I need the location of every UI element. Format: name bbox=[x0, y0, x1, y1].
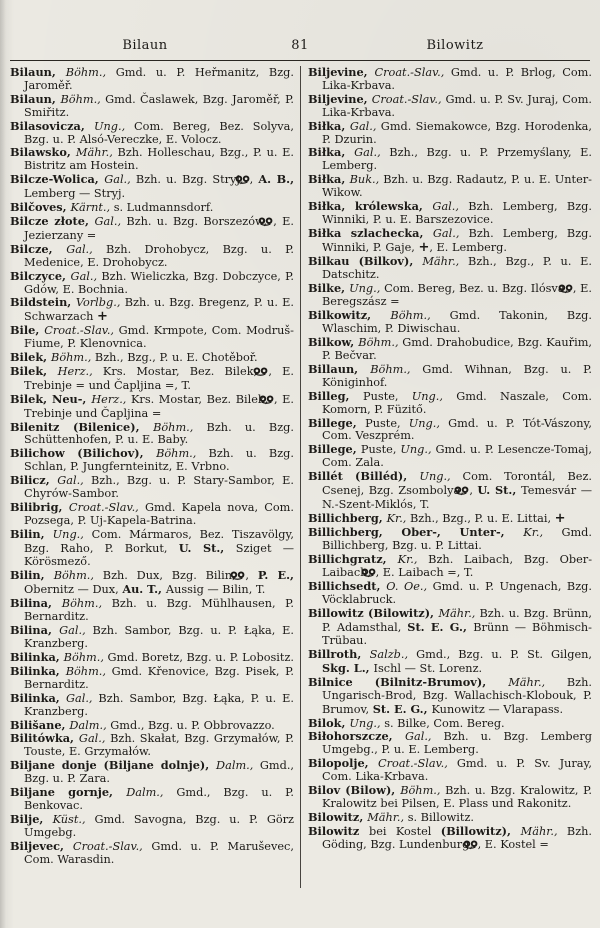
entry-region: Gal., bbox=[65, 691, 99, 705]
entry-text: Gmd. Savogna, Bzg. u. P. Görz Umgebg. bbox=[24, 812, 295, 839]
entry-text: Bzh., Bzg. u. P. Przemyślany, E. Lemberg. bbox=[322, 146, 592, 173]
entry-region: Gal., bbox=[104, 173, 136, 187]
entry-region: Croat.-Slav., bbox=[68, 501, 145, 514]
entry-text: Gmd. u. P. Maruševec, Com. Warasdin. bbox=[24, 839, 294, 866]
entry-headword: Bildstein, bbox=[10, 295, 76, 310]
entry-headword: Bilopolje, bbox=[308, 756, 378, 771]
entry-text: Bzh. u. Bzg. Stryj, bbox=[135, 173, 249, 187]
entry-headword: Bilinka, bbox=[10, 690, 66, 705]
entry-text: Gmd. u. P. Ungenach, Bzg. Vöcklabruck. bbox=[322, 580, 592, 607]
column-left bbox=[10, 66, 294, 866]
entry-text: Bzh. Sambor, Bzg. u. P. Łąka, E. Kranzberg. bbox=[24, 624, 295, 651]
entry-text: Bzh. u. Bzg. Brünn, P. Adamsthal, bbox=[322, 607, 592, 635]
entry-headword: Bilina, bbox=[10, 623, 60, 638]
gazetteer-entry bbox=[308, 227, 592, 255]
entry-headword: Bilawsko, bbox=[10, 145, 76, 160]
running-head-right: Bilowitz bbox=[426, 38, 484, 53]
entry-headword: Biłka szlachecka, bbox=[308, 225, 433, 240]
entry-text: Bzh. Dux, Bzg. Bilin, bbox=[102, 568, 245, 582]
cross-icon: + bbox=[418, 239, 430, 255]
entry-headword: Bilenitz (Bilenice), bbox=[10, 419, 154, 434]
entry-text: , E. Jezierzany = bbox=[24, 214, 294, 242]
entry-text: Bzh. Laibach, Bzg. Ober-Laibach, bbox=[322, 552, 593, 579]
entry-headword: Billeg, bbox=[308, 388, 364, 403]
entry-region: Böhm., bbox=[390, 309, 450, 323]
gazetteer-entry bbox=[308, 390, 592, 417]
entry-headword: Biljane gornje, bbox=[10, 785, 127, 800]
gazetteer-entry bbox=[10, 243, 294, 270]
gazetteer-entry bbox=[308, 730, 592, 757]
gazetteer-entry bbox=[10, 474, 294, 501]
entry-text: Gmd. Krmpote, Com. Modruš-Fiume, P. Klenovnica. bbox=[24, 324, 294, 351]
entry-text: Gmd. Takonin, Bzg. Wlaschim, P. Diwischau. bbox=[322, 309, 592, 336]
entry-region: Ung., bbox=[52, 527, 92, 541]
entry-text: Bzh. Drohobycz, Bzg. u. P. Medenice, E. Drohobycz. bbox=[24, 242, 294, 269]
gazetteer-entry bbox=[10, 597, 294, 624]
cross-icon: + bbox=[554, 510, 566, 526]
entry-region: Böhm., bbox=[60, 92, 106, 106]
entry-headword: Billichberg, Ober-, Unter-, bbox=[308, 524, 524, 539]
entry-text: Bzh., Bzg., P. u. E. Datschitz. bbox=[322, 254, 592, 281]
gazetteer-entry bbox=[10, 365, 294, 393]
entry-text: Gmd., Bzg. u. P. Zara. bbox=[24, 759, 295, 786]
gazetteer-entry bbox=[308, 553, 592, 581]
entry-region: Böhm., bbox=[153, 420, 207, 434]
entry-text: Gmd. Kapela nova, Com. Pozsega, P. Uj-Kapela-Batrina. bbox=[24, 501, 294, 527]
gazetteer-entry bbox=[10, 813, 294, 840]
entry-text: Bzh. u. Bzg. Schlan, P. Jungfernteinitz, E. Vrbno. bbox=[24, 447, 294, 474]
gazetteer-entry bbox=[10, 651, 294, 665]
entry-region: Böhm., bbox=[65, 66, 116, 79]
entry-region: Gal., bbox=[354, 146, 390, 160]
gazetteer-entry bbox=[10, 501, 294, 528]
entry-text: Gmd. Siemakowce, Bzg. Horodenka, P. Dzurin. bbox=[322, 119, 592, 146]
gazetteer-entry bbox=[10, 421, 294, 448]
entry-headword: Bilowitz, bbox=[308, 809, 368, 824]
gazetteer-entry bbox=[308, 66, 592, 93]
entry-text: Bzh. u. Bzg. Bregenz, P. u. E. Schwarzach bbox=[24, 296, 295, 324]
entry-headword: Bilkau (Bilkov), bbox=[308, 253, 423, 268]
entry-region: Ung., bbox=[400, 443, 436, 457]
gazetteer-entry bbox=[10, 786, 294, 813]
gazetteer-entry bbox=[10, 528, 294, 569]
gazetteer-entry bbox=[308, 200, 592, 227]
entry-text: Bzh. Ungarisch-Brod, Bzg. Wallachisch-Klobouk, P. Brumov, bbox=[322, 675, 592, 716]
entry-region: Ung., bbox=[411, 389, 457, 403]
gazetteer-entry bbox=[308, 512, 592, 526]
entry-region: Mähr., bbox=[438, 607, 480, 621]
entry-region: Böhm., bbox=[51, 351, 95, 365]
gazetteer-entry bbox=[308, 526, 592, 553]
entry-headword: Bilczyce, bbox=[10, 268, 71, 283]
entry-headword: Bilin, bbox=[10, 526, 53, 541]
entry-region: Mähr., bbox=[508, 675, 567, 689]
entry-text: Gmd. u. P. Heřmanitz, Bzg. Jaroměř. bbox=[24, 66, 294, 92]
gazetteer-entry bbox=[10, 120, 294, 147]
gazetteer-entry bbox=[308, 282, 592, 310]
entry-headword: Bilitówka, bbox=[10, 731, 79, 746]
entry-headword: Bilinka, bbox=[10, 649, 64, 664]
gazetteer-entry bbox=[10, 146, 294, 173]
entry-text: Com. Bereg, Bez. u. Bzg. Ilósva, bbox=[384, 281, 572, 295]
gazetteer-entry bbox=[308, 146, 592, 173]
entry-headword: Skg. L., bbox=[322, 660, 374, 675]
entry-headword: St. E. G., bbox=[372, 701, 432, 716]
entry-headword: Biljevine, bbox=[308, 65, 375, 79]
entry-headword: Biljane donje (Biljane dolnje), bbox=[10, 758, 217, 773]
entry-text: Sziget — Körösmező. bbox=[24, 541, 295, 568]
entry-headword: Bilichow (Bilichov), bbox=[10, 446, 157, 461]
entry-region: Gal., bbox=[70, 269, 102, 283]
entry-region: Gal., bbox=[349, 119, 381, 133]
gazetteer-entry bbox=[10, 393, 294, 421]
gazetteer-entry bbox=[10, 447, 294, 474]
gazetteer-entry bbox=[10, 201, 294, 215]
entry-region: Böhm., bbox=[400, 784, 446, 798]
column-divider bbox=[300, 66, 301, 888]
entry-text: Bzh. Sambor, Bzg. Łąka, P. u. E. Kranzberg. bbox=[24, 691, 294, 718]
entry-text: Lemberg — Stryj. bbox=[24, 187, 126, 201]
entry-text: s. Ludmannsdorf. bbox=[113, 201, 214, 215]
entry-text: Bzh. Holleschau, Bzg., P. u. E. Bistritz am Hostein. bbox=[24, 146, 294, 173]
entry-text: Gmd. Boretz, Bzg. u. P. Lobositz. bbox=[107, 650, 294, 664]
entry-text: Bzh. u. Bzg. Mühlhausen, P. Bernarditz. bbox=[24, 597, 294, 624]
entry-region: Mähr., bbox=[422, 254, 469, 268]
entry-region: Vorlbg., bbox=[75, 296, 125, 310]
entry-text: Bzh., Bzg., P. u. E. Chotěboř. bbox=[94, 351, 258, 365]
entry-region: Gal., bbox=[432, 200, 469, 214]
cross-icon: + bbox=[97, 309, 108, 325]
entry-text: Bzh. u. Bzg. Kralowitz, P. Kralowitz bei Pilsen, E. Plass und Rakonitz. bbox=[322, 784, 592, 810]
entry-text: Gmd. Křenovice, Bzg. Pisek, P. Bernarditz. bbox=[24, 664, 294, 691]
gazetteer-entry bbox=[308, 676, 592, 717]
gazetteer-entry bbox=[308, 717, 592, 731]
gazetteer-entry bbox=[308, 784, 592, 811]
entry-headword: Bilasovicza, bbox=[10, 118, 94, 133]
entry-headword: Au. T., bbox=[122, 582, 166, 597]
entry-text: Gmd. u. P. Brlog, Com. Lika-Krbava. bbox=[322, 66, 592, 92]
gazetteer-entry bbox=[308, 173, 592, 200]
entry-headword: Bilaun, bbox=[10, 91, 61, 106]
header-rule bbox=[10, 60, 590, 61]
entry-region: Ung., bbox=[93, 119, 135, 133]
entry-region: Kärnt., bbox=[70, 201, 114, 215]
entry-text: s. Bilke, Com. Bereg. bbox=[384, 716, 505, 730]
entry-region: O. Oe., bbox=[386, 580, 433, 594]
entry-headword: Bilowitz bbox=[308, 823, 369, 838]
gazetteer-entry bbox=[308, 825, 592, 853]
gazetteer-entry bbox=[308, 93, 592, 120]
entry-text: Bzh. Lemberg, Bzg. Winniki, P. Gaje, bbox=[322, 226, 593, 254]
entry-text: Temesvár — N.-Szent-Miklós, T. bbox=[322, 484, 592, 511]
gazetteer-entry bbox=[10, 296, 294, 324]
entry-region: Herz., bbox=[91, 392, 131, 406]
gazetteer-entry bbox=[308, 255, 592, 282]
entry-headword: Bilcze-Wolica, bbox=[10, 172, 105, 187]
entry-text: , E. Kostel = bbox=[477, 837, 549, 851]
running-head-left: Bilaun bbox=[122, 38, 168, 53]
entry-headword: Bilek, Neu-, bbox=[10, 391, 92, 406]
gazetteer-entry bbox=[10, 840, 294, 867]
entry-region: Croat.-Slav., bbox=[377, 757, 457, 771]
entry-text: Bzh. Wieliczka, Bzg. Dobczyce, P. Gdów, E. Bochnia. bbox=[24, 269, 294, 296]
entry-headword: Billichberg, bbox=[308, 510, 387, 525]
entry-text: Gmd. u. P. Lesencze-Tomaj, Com. Zala. bbox=[322, 443, 592, 470]
gazetteer-entry bbox=[308, 607, 592, 648]
entry-text: Gmd., Bzg. u. P. St. Gilgen, bbox=[416, 647, 593, 661]
gazetteer-entry bbox=[10, 215, 294, 243]
entry-text: Gmd. Časlawek, Bzg. Jaroměř, P. Smiřitz. bbox=[24, 92, 294, 119]
entry-text: Gmd., Bzg. u. P. Benkovac. bbox=[24, 786, 294, 812]
entry-headword: Biłka, bbox=[308, 145, 355, 160]
entry-text: Krs. Mostar, Bez. Bilek, bbox=[130, 392, 273, 406]
entry-headword: Bilke, bbox=[308, 280, 350, 295]
entry-region: Gal., bbox=[432, 226, 469, 240]
entry-text: Bzh. Lemberg, Bzg. Winniki, P. u. E. Barszezovice. bbox=[322, 200, 592, 226]
entry-region: Böhm., bbox=[53, 568, 103, 582]
entry-text: Puste, bbox=[365, 416, 409, 430]
entry-headword: Bilek, bbox=[10, 363, 58, 378]
entry-headword: Bilinka, bbox=[10, 663, 66, 678]
entry-region: Gal., bbox=[57, 474, 91, 488]
entry-headword: Biljevine, bbox=[308, 91, 372, 106]
entry-headword: Bilkow, bbox=[308, 335, 359, 350]
entry-text: s. Billowitz. bbox=[407, 810, 474, 824]
entry-text: Bzh. u. Bzg. Lemberg Umgebg., P. u. E. Lemberg. bbox=[322, 730, 592, 757]
entry-text: , bbox=[245, 568, 258, 582]
gazetteer-entry bbox=[10, 692, 294, 719]
entry-text: Aussig — Bilin, T. bbox=[165, 583, 266, 597]
entry-region: Salzb., bbox=[369, 647, 417, 661]
entry-headword: Bilišane, bbox=[10, 717, 70, 732]
entry-text: Bzh. Göding, Bzg. Lundenburg, bbox=[322, 824, 593, 851]
entry-headword: Billichsedt, bbox=[308, 579, 387, 594]
entry-headword: Bilek, bbox=[10, 350, 52, 365]
entry-text: Com. Bereg, Bez. Solyva, Bzg. u. P. Alsó-Vereczke, E. Volocz. bbox=[24, 119, 294, 146]
entry-headword: Bilok, bbox=[308, 715, 350, 730]
entry-text: , E. Laibach =, T. bbox=[375, 565, 474, 579]
entry-headword: Biljevec, bbox=[10, 838, 73, 853]
entry-headword: Billichgratz, bbox=[308, 551, 398, 566]
entry-region: Ung., bbox=[349, 716, 385, 730]
entry-text: Brünn — Böhmisch-Trübau. bbox=[322, 621, 592, 648]
entry-headword: Bilnice (Bilnitz-Brumov), bbox=[308, 674, 509, 689]
entry-region: Ung., bbox=[408, 416, 449, 430]
entry-headword: Bilčoves, bbox=[10, 200, 71, 215]
entry-text: Gmd. u. P. Tót-Vászony, Com. Veszprém. bbox=[322, 416, 592, 443]
entry-text: Ischl — St. Lorenz. bbox=[373, 661, 483, 675]
entry-text: Bzh., Bzg. u. P. Stary-Sambor, E. Chyrów-Sambor. bbox=[24, 474, 294, 501]
entry-headword: Billaun, bbox=[308, 361, 371, 376]
entry-headword: Bilcze, bbox=[10, 241, 67, 256]
gazetteer-entry bbox=[10, 173, 294, 201]
entry-text: Bzh., Bzg., P. u. E. Littai, bbox=[409, 511, 555, 525]
entry-headword: Bilkowitz, bbox=[308, 308, 391, 323]
entry-region: Böhm., bbox=[65, 664, 112, 678]
entry-headword: Biłka, bbox=[308, 118, 350, 133]
entry-headword: Bilov (Bilow), bbox=[308, 783, 401, 798]
gazetteer-entry bbox=[308, 336, 592, 363]
entry-region: Dalm., bbox=[126, 786, 177, 800]
entry-text: Gmd. u. P. Sv. Juraj, Com. Lika-Krbava. bbox=[322, 92, 593, 119]
entry-region: Dalm., bbox=[69, 718, 111, 732]
gazetteer-entry bbox=[10, 719, 294, 733]
entry-text: , E. Beregszász = bbox=[322, 281, 593, 309]
entry-region: Kr., bbox=[386, 511, 410, 525]
entry-text: Com. Torontál, Bez. Csenej, Bzg. Zsombolya, bbox=[322, 470, 592, 498]
gazetteer-entry bbox=[10, 759, 294, 786]
entry-headword: Biłohorszcze, bbox=[308, 729, 405, 744]
entry-text: , E. Trebinje = und Čapljina =, T. bbox=[24, 364, 294, 392]
entry-region: Croat.-Slav., bbox=[371, 92, 446, 106]
entry-text: , bbox=[249, 173, 259, 187]
entry-region: Kr., bbox=[523, 525, 562, 539]
entry-headword: Bilcze złote, bbox=[10, 213, 95, 228]
entry-headword: St. E. G., bbox=[407, 620, 474, 635]
entry-text: Gmd. Drahobudice, Bzg. Kauřim, P. Bečvar. bbox=[322, 336, 592, 363]
entry-headword: Bilibrig, bbox=[10, 500, 69, 514]
gazetteer-entry bbox=[308, 648, 592, 676]
entry-text: Bzh. Skałat, Bzg. Grzymałów, P. Touste, E. Grzymałów. bbox=[24, 732, 294, 759]
entry-region: Dalm., bbox=[216, 759, 260, 773]
entry-region: Mähr., bbox=[75, 146, 118, 160]
entry-region: Gal., bbox=[94, 214, 127, 228]
entry-headword: Biłka, królewska, bbox=[308, 199, 433, 214]
gazetteer-entry bbox=[308, 120, 592, 147]
entry-region: Ung., bbox=[349, 281, 385, 295]
entry-text: , E. Trebinje und Čapljina = bbox=[24, 392, 294, 420]
entry-text: Gmd. Wihnan, Bzg. u. P. Königinhof. bbox=[322, 362, 592, 389]
entry-region: Mähr., bbox=[520, 824, 567, 838]
entry-text: Puste, bbox=[360, 443, 401, 457]
entry-region: Gal., bbox=[404, 730, 444, 744]
gazetteer-entry bbox=[10, 93, 294, 120]
gazetteer-entry bbox=[10, 270, 294, 297]
entry-region: Croat.-Slav., bbox=[72, 839, 152, 853]
gazetteer-entry bbox=[308, 443, 592, 470]
gazetteer-entry bbox=[308, 580, 592, 607]
entry-region: Ung., bbox=[419, 470, 463, 484]
entry-headword: Bilicz, bbox=[10, 473, 58, 488]
entry-region: Croat.-Slav., bbox=[374, 66, 451, 79]
entry-text: Bzh. u. Bzg. Schüttenhofen, P. u. E. Baby. bbox=[24, 420, 295, 447]
entry-region: Herz., bbox=[57, 364, 103, 378]
gazetteer-entry bbox=[308, 363, 592, 390]
entry-region: Böhm., bbox=[156, 447, 209, 461]
entry-headword: Billét (Billéd), bbox=[308, 469, 420, 484]
entry-region: Böhm., bbox=[63, 650, 108, 664]
gazetteer-entry bbox=[10, 732, 294, 759]
entry-region: Böhm., bbox=[358, 336, 403, 350]
entry-region: Gal., bbox=[59, 624, 93, 638]
entry-text: , bbox=[469, 484, 478, 498]
entry-region: Böhm., bbox=[61, 597, 112, 611]
entry-headword: Billroth, bbox=[308, 646, 370, 661]
gazetteer-entry bbox=[10, 665, 294, 692]
entry-text: Obernitz — Dux, bbox=[24, 583, 123, 597]
entry-text: Gmd. u. P. Sv. Juray, Com. Lika-Krbava. bbox=[322, 757, 592, 784]
entry-text: Com. Mármaros, Bez. Tiszavölgy, Bzg. Raho, P. Borkut, bbox=[24, 527, 294, 555]
entry-region: Böhm., bbox=[370, 362, 423, 376]
entry-text: , E. Lemberg. bbox=[429, 240, 508, 254]
gazetteer-entry bbox=[308, 417, 592, 444]
page-number: 81 bbox=[291, 38, 309, 53]
entry-text: Bzh. u. Bzg. Borszezów, bbox=[126, 214, 273, 228]
entry-headword: U. St., bbox=[178, 540, 236, 555]
entry-text: bei Kostel bbox=[368, 824, 441, 838]
gazetteer-entry bbox=[308, 309, 592, 336]
gazetteer-entry bbox=[10, 351, 294, 365]
entry-text: Bzh. u. Bzg. Radautz, P. u. E. Unter-Wikow. bbox=[322, 173, 592, 200]
entry-headword: Billowitz (Bilowitz), bbox=[308, 606, 439, 621]
entry-region: Gal., bbox=[66, 242, 107, 256]
gazetteer-entry bbox=[308, 470, 592, 512]
entry-headword: Billege, bbox=[308, 442, 361, 457]
gazetteer-entry bbox=[10, 324, 294, 351]
entry-region: Mähr., bbox=[367, 810, 408, 824]
entry-region: Buk., bbox=[349, 173, 384, 187]
entry-headword: Bilaun, bbox=[10, 65, 66, 79]
entry-headword: A. B., bbox=[258, 172, 294, 187]
entry-headword: Bilina, bbox=[10, 596, 62, 611]
gazetteer-entry bbox=[10, 624, 294, 651]
entry-region: Gal., bbox=[78, 732, 111, 746]
gazetteer-entry bbox=[308, 757, 592, 784]
entry-text: Gmd., Bzg. u. P. Obbrovazzo. bbox=[110, 718, 275, 732]
entry-region: Küst., bbox=[52, 812, 95, 826]
column-right bbox=[308, 66, 592, 853]
gazetteer-entry bbox=[10, 66, 294, 93]
entry-headword: Bilin, bbox=[10, 567, 54, 582]
entry-headword: Billege, bbox=[308, 415, 366, 430]
entry-headword: Bile, bbox=[10, 323, 45, 338]
entry-region: Croat.-Slav., bbox=[44, 324, 119, 338]
entry-headword: (Billowitz), bbox=[440, 823, 521, 838]
entry-region: Kr., bbox=[397, 552, 429, 566]
entry-text: Kunowitz — Vlarapass. bbox=[431, 702, 564, 716]
gazetteer-entry bbox=[10, 569, 294, 598]
entry-text: Gmd. Billichberg, Bzg. u. P. Littai. bbox=[322, 525, 592, 552]
entry-headword: U. St., bbox=[477, 483, 522, 498]
entry-headword: P. E., bbox=[257, 567, 294, 582]
running-head bbox=[0, 38, 600, 56]
entry-headword: Biłka, bbox=[308, 172, 350, 187]
gazetteer-entry bbox=[308, 811, 592, 825]
entry-headword: Bilje, bbox=[10, 811, 53, 826]
entry-text: Puste, bbox=[363, 389, 412, 403]
entry-text: Gmd. Naszale, Com. Komorn, P. Füzitő. bbox=[322, 389, 592, 416]
entry-text: Krs. Mostar, Bez. Bilek, bbox=[102, 364, 268, 378]
